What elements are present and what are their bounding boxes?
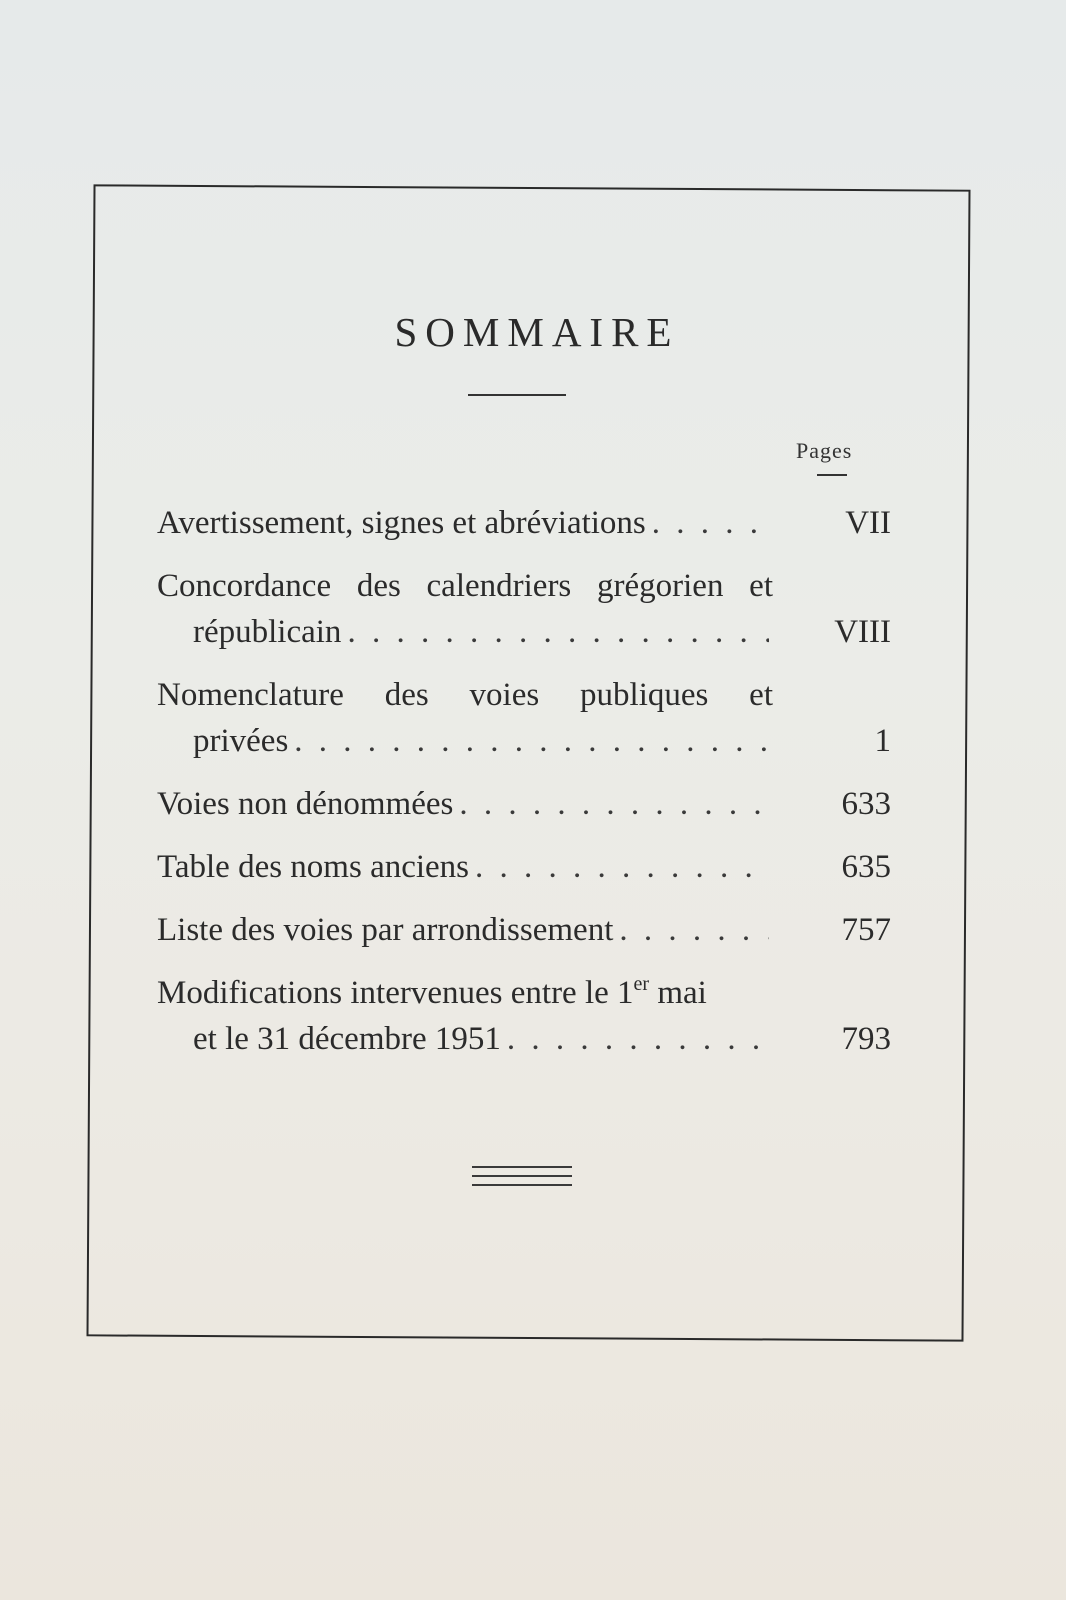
toc-entry xyxy=(157,844,897,890)
title-underline xyxy=(468,394,566,396)
toc-entry xyxy=(157,500,897,546)
toc-entry-page: VII xyxy=(845,505,891,541)
toc-entry-page: 635 xyxy=(841,849,891,885)
ordinal-superscript: er xyxy=(633,973,650,995)
toc-entry xyxy=(157,781,897,827)
toc-entry xyxy=(157,672,897,764)
toc-entry xyxy=(157,970,897,1062)
toc-entry-title: Table des noms anciens xyxy=(157,849,470,885)
toc-entry-page: 757 xyxy=(841,912,891,948)
table-of-contents xyxy=(157,500,897,1079)
pages-column-header: Pages xyxy=(796,438,853,463)
dot-leader xyxy=(501,1016,769,1062)
dot-leader xyxy=(469,844,769,890)
pages-header-underline xyxy=(817,474,847,476)
toc-entry-page: 793 xyxy=(841,1021,891,1057)
toc-entry xyxy=(157,907,897,953)
toc-entry-title: Modifications intervenues entre le 1er mai xyxy=(157,973,707,1011)
toc-entry-page: 633 xyxy=(841,786,891,822)
dot-leader xyxy=(453,781,769,827)
page-title: SOMMAIRE xyxy=(394,309,680,355)
toc-entry-title: Concordance des calendriers grégorien et xyxy=(157,568,773,604)
toc-entry-page: 1 xyxy=(874,723,891,759)
dot-leader xyxy=(646,500,769,546)
dot-leader xyxy=(341,609,769,655)
ornamental-rule xyxy=(472,1166,572,1193)
toc-entry-page: VIII xyxy=(834,614,891,650)
dot-leader xyxy=(288,718,769,764)
toc-entry-title-continued: républicain xyxy=(193,614,342,650)
toc-entry-title: Avertissement, signes et abréviations xyxy=(157,505,646,541)
toc-entry-title-continued: privées xyxy=(193,723,289,759)
toc-entry-title: Liste des voies par arrondissement xyxy=(157,912,614,948)
toc-entry-title: Nomenclature des voies publiques et xyxy=(157,677,773,713)
toc-entry xyxy=(157,563,897,655)
toc-entry-title-continued: et le 31 décembre 1951 xyxy=(193,1021,501,1057)
dot-leader xyxy=(613,907,769,953)
toc-entry-title: Voies non dénommées xyxy=(157,786,454,822)
